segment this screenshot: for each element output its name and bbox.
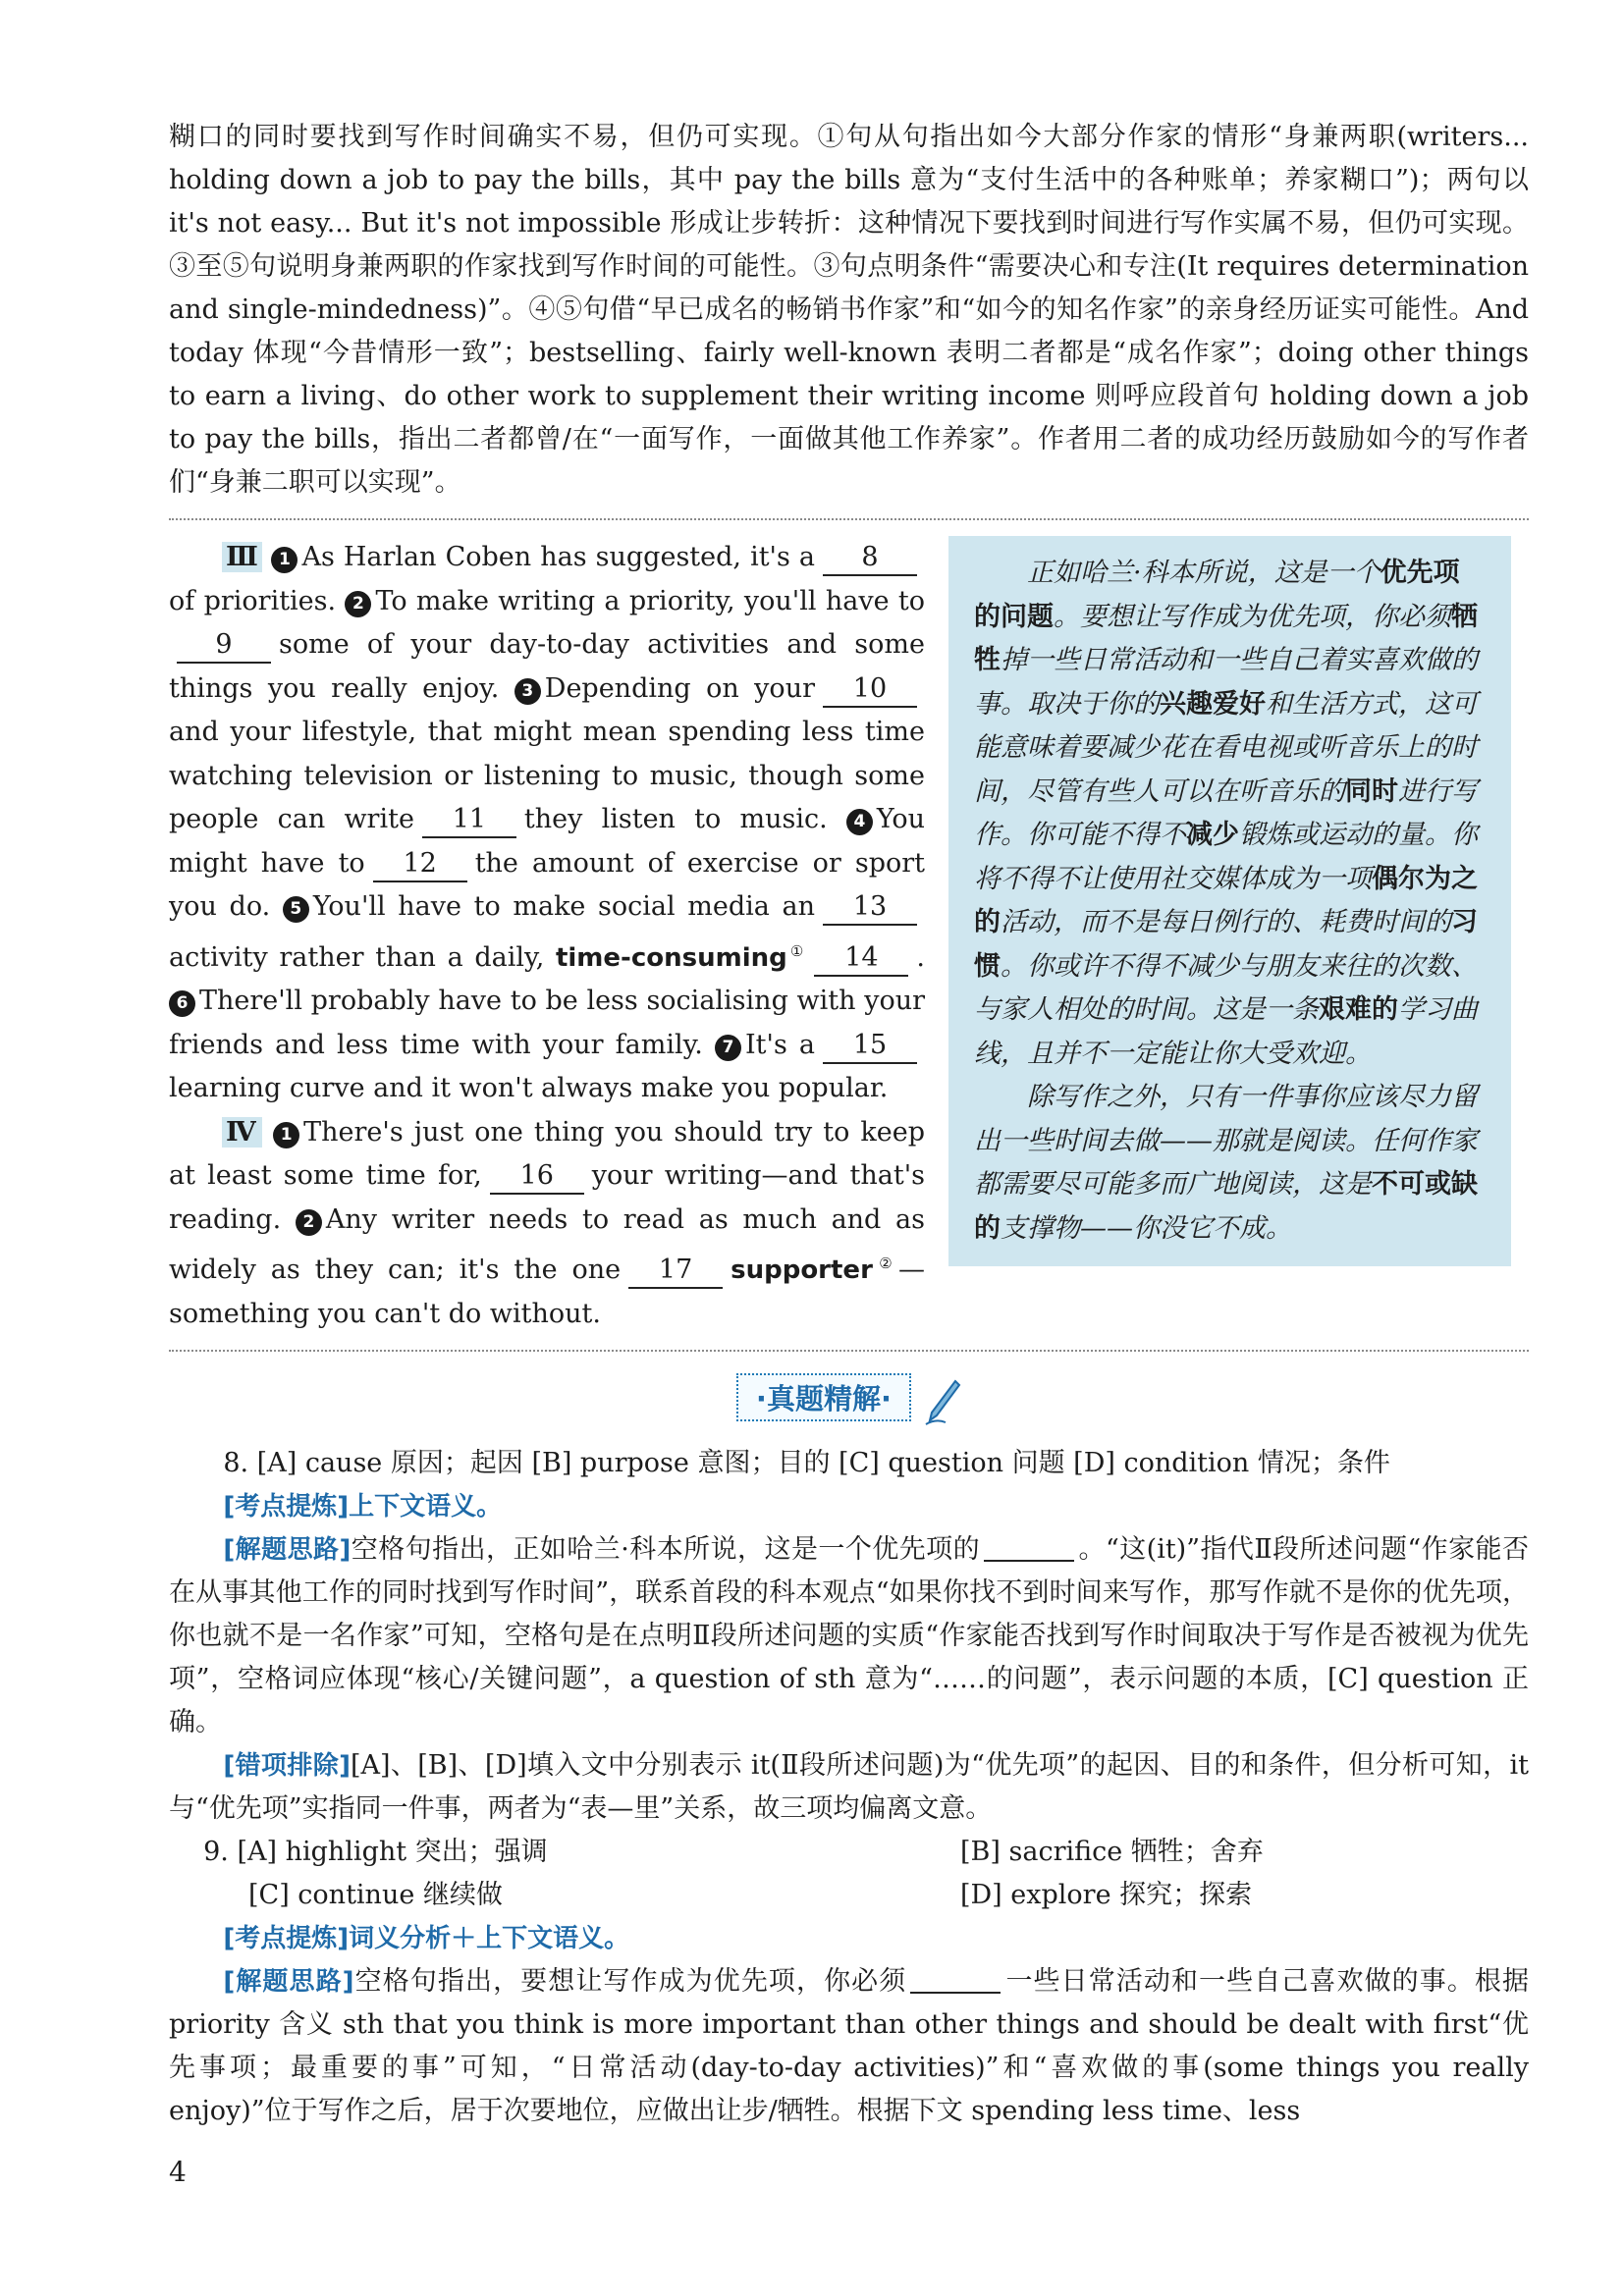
annotated-word: supporter: [731, 1255, 873, 1285]
translation-paragraph-3: 正如哈兰·科本所说，这是一个优先项的问题。要想让写作成为优先项，你必须牺牲掉一些日常活动和一些自己着实喜欢做的事。取决于你的兴趣爱好和生活方式，这可能意味着要减少花在看电视或听音乐上的时间，尽管有些人可以在听音乐的同时进行写作。你可能不得不减少锻炼或运动的量。你将不得不让使用社交媒体成为一项偶尔为之的活动，而不是每日例行的、耗费时间的习惯。你或许不得不减少与朋友来往的次数、与家人相处的时间。这是一条艰难的学习曲线，且并不一定能让你大受欢迎。: [974, 558, 1478, 1069]
pen-icon: [922, 1379, 961, 1430]
sentence-marker-3: 3: [514, 678, 541, 705]
sentence-marker-7: 7: [715, 1035, 741, 1061]
page-content: [169, 116, 1529, 2133]
blank-16[interactable]: 16: [490, 1159, 584, 1195]
sentence-marker-2: 2: [345, 591, 371, 617]
answer-blank: [984, 1560, 1074, 1562]
answer-explanations: [169, 1442, 1529, 2133]
blank-14[interactable]: 14: [814, 941, 908, 977]
passage-block: [169, 536, 1529, 1336]
section-number: Ⅲ: [222, 542, 262, 572]
paragraph-3: Ⅲ 1 As Harlan Coben has suggested, it's a 8of priorities. 2 To make writing a priority, you'll have to9 some of your day-to-day activities and some things you really enjoy. 3 Depending on your 10and your lifestyle, that might mean spending less time watching television or listening to music, though some people can write 11 they listen to music. 4 You might have to 12 the amount of exercise or sport you do. 5 You'll have to make social media an 13activity rather than a daily, time-consuming① 14 . 6 There'll probably have to be less socialising with your friends and less time with your family. 7 It's a 15learning curve and it won't always make you popular.: [169, 542, 925, 1103]
q9-option-d: [D] explore 探究；探索: [960, 1879, 1253, 1910]
q9-option-b: [B] sacrifice 牺牲；舍弃: [960, 1836, 1264, 1867]
sentence-marker-2: 2: [296, 1209, 322, 1236]
annotated-word: time-consuming: [555, 942, 787, 973]
section-title: ·真题精解·: [736, 1373, 911, 1421]
section-header: [169, 1373, 1529, 1430]
sentence-marker-1: 1: [273, 1122, 299, 1148]
paragraph-4: Ⅳ 1 There's just one thing you should try to keep at least some time for, 16 your writing—and that's reading. 2 Any writer needs to read as much and as widely as they can; it's the one 17 supporter②— something you can't do without.: [169, 1116, 926, 1329]
sentence-marker-4: 4: [846, 809, 873, 835]
q9-option-c: [C] continue 继续做: [248, 1879, 503, 1910]
blank-8[interactable]: 8: [823, 541, 917, 576]
sentence-marker-6: 6: [169, 990, 195, 1017]
q8-eliminate: [错项排除][A]、[B]、[D]填入文中分别表示 it(Ⅱ段所述问题)为“优先项”的起因、目的和条件，但分析可知，it 与“优先项”实指同一件事，两者为“表—里”关系，故三项均偏离文意。: [169, 1749, 1529, 1824]
intro-analysis: [169, 116, 1529, 505]
blank-9[interactable]: 9: [177, 628, 271, 664]
chinese-translation: [948, 536, 1511, 1266]
q9-options: [169, 1831, 1529, 1917]
blank-10[interactable]: 10: [823, 672, 917, 708]
blank-11[interactable]: 11: [422, 803, 516, 838]
sentence-marker-5: 5: [283, 896, 309, 923]
answer-blank: [910, 1992, 1001, 1994]
section-number: Ⅳ: [222, 1117, 262, 1148]
q8-keypoint: [考点提炼]上下文语义。: [223, 1491, 503, 1522]
q8-reasoning: [解题思路]空格句指出，正如哈兰·科本所说，这是一个优先项的 。“这(it)”指代Ⅱ段所述问题“作家能否在从事其他工作的同时找到写作时间”，联系首段的科本观点“如果你找不到时间来写作，那写作就不是你的优先项，你也就不是一名作家”可知，空格句是在点明Ⅱ段所述问题的实质“作家能否找到写作时间取决于写作是否被视为优先项”，空格词应体现“核心/关键问题”，a question of sth 意为“……的问题”，表示问题的本质，[C] question 正确。: [169, 1533, 1529, 1737]
intro-paragraph: 糊口的同时要找到写作时间确实不易，但仍可实现。①句从句指出如今大部分作家的情形“身兼两职(writers... holding down a job to pay the bills，其中 pay the bills 意为“支付生活中的各种账单；养家糊口”)；两句以 it's not easy... But it's not impossible 形成让步转折：这种情况下要找到时间进行写作实属不易，但仍可实现。③至⑤句说明身兼两职的作家找到写作时间的可能性。③句点明条件“需要决心和专注(It requires determination and single-mindedness)”。④⑤句借“早已成名的畅销书作家”和“如今的知名作家”的亲身经历证实可能性。And today 体现“今昔情形一致”；bestselling、fairly well-known 表明二者都是“成名作家”；doing other things to earn a living、do other work to supplement their writing income 则呼应段首句 holding down a job to pay the bills，指出二者都曾/在“一面写作，一面做其他工作养家”。作者用二者的成功经历鼓励如今的写作者们“身兼二职可以实现”。: [169, 122, 1529, 498]
q8-options: 8. [A] cause 原因；起因 [B] purpose 意图；目的 [C] question 问题 [D] condition 情况；条件: [223, 1447, 1390, 1478]
english-passage: [169, 536, 925, 1336]
divider: [169, 1350, 1529, 1352]
q9-reasoning: [解题思路]空格句指出，要想让写作成为优先项，你必须 一些日常活动和一些自己喜欢做的事。根据 priority 含义 sth that you think is more important than other things and should be dealt with first“优先事项；最重要的事”可知，“日常活动(day-to-day activities)”和“喜欢做的事(some things you really enjoy)”位于写作之后，居于次要地位，应做出让步/牺牲。根据下文 spending less time、less: [169, 1965, 1529, 2126]
blank-15[interactable]: 15: [823, 1029, 917, 1064]
blank-12[interactable]: 12: [373, 847, 467, 882]
blank-17[interactable]: 17: [628, 1254, 723, 1289]
blank-13[interactable]: 13: [823, 890, 917, 926]
q9-keypoint: [考点提炼]词义分析＋上下文语义。: [223, 1923, 630, 1953]
q9-option-a: 9. [A] highlight 突出；强调: [203, 1836, 548, 1867]
translation-paragraph-4: 除写作之外，只有一件事你应该尽力留出一些时间去做——那就是阅读。任何作家都需要尽可能多而广地阅读，这是不可或缺的支撑物——你没它不成。: [974, 1082, 1478, 1244]
divider: [169, 518, 1529, 520]
page-number: 4: [169, 2156, 187, 2188]
sentence-marker-1: 1: [271, 547, 298, 573]
